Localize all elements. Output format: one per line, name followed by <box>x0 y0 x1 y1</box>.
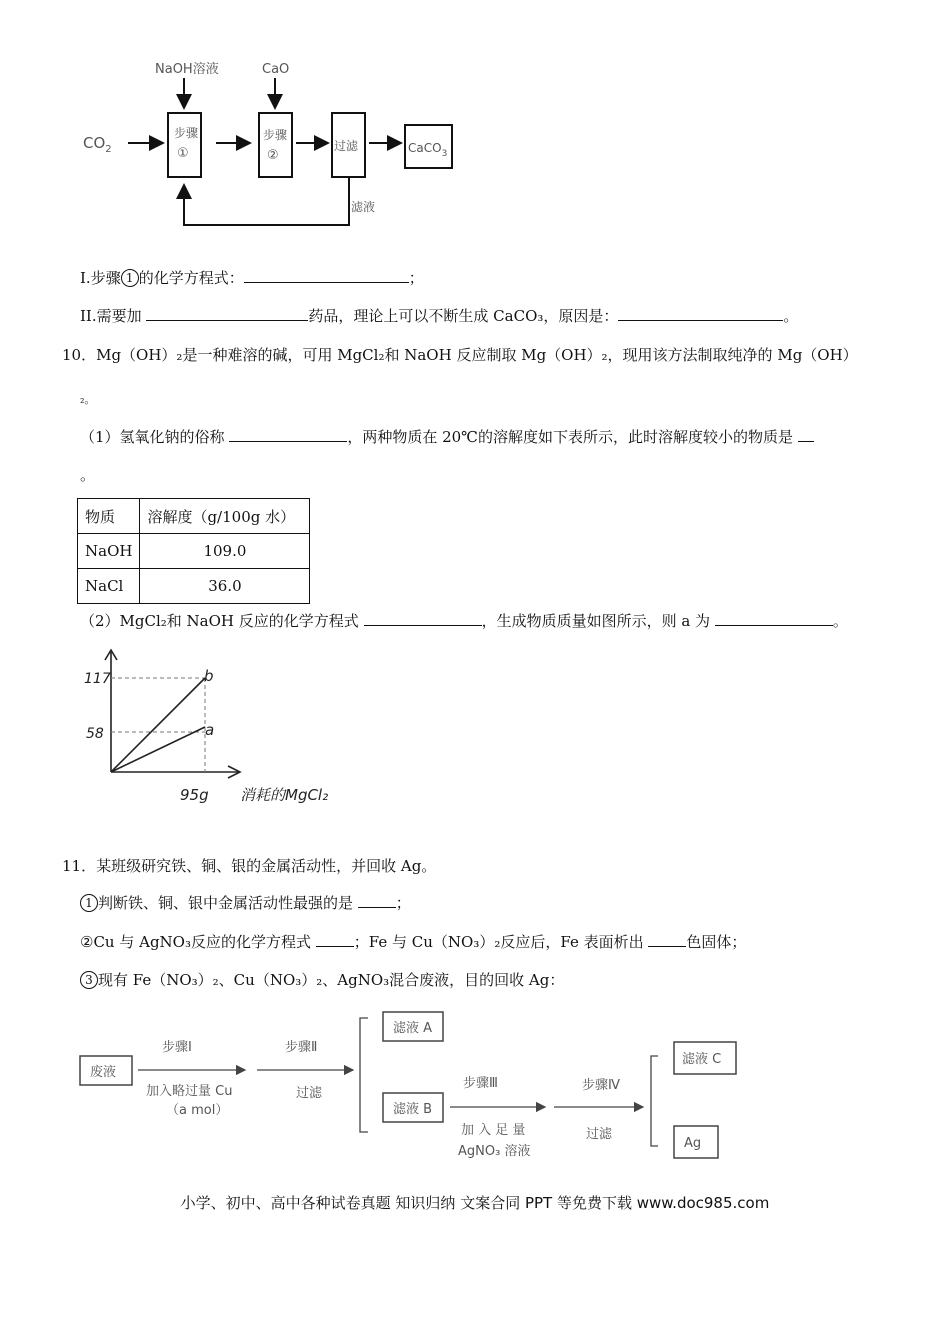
step2-label: 步骤 <box>263 128 288 142</box>
page-footer: 小学、初中、高中各种试卷真题 知识归纳 文案合同 PPT 等免费下载 www.doc985.com <box>180 1194 770 1212</box>
q10-part1-end: 。 <box>80 466 96 484</box>
step3-label: 步骤Ⅲ <box>463 1076 498 1091</box>
answer-blank[interactable] <box>618 306 783 321</box>
step4-note: 过滤 <box>586 1127 613 1142</box>
q11-part2: ②Cu 与 AgNO₃反应的化学方程式 ；Fe 与 Cu（NO₃）₂反应后，Fe 表面析出 色固体； <box>80 933 747 951</box>
cao-input-label: CaO <box>262 62 290 77</box>
step1-label: 步骤 <box>174 126 199 140</box>
table-cell: 36.0 <box>140 569 310 604</box>
y-tick-58: 58 <box>86 726 104 742</box>
filtrate-label: 滤液 <box>351 200 376 214</box>
step4-label: 步骤Ⅳ <box>582 1078 620 1093</box>
step1-label: 步骤Ⅰ <box>162 1040 192 1055</box>
table-row <box>78 534 310 569</box>
line-a <box>111 727 205 772</box>
answer-blank[interactable] <box>358 893 396 908</box>
solubility-table <box>77 498 310 604</box>
q11-part1: 1 判断铁、铜、银中金属活动性最强的是 ； <box>80 893 411 913</box>
naoh-input-label: NaOH溶液 <box>155 62 219 77</box>
step2-note: 过滤 <box>296 1086 323 1101</box>
q10-intro-cont: ₂。 <box>80 393 96 406</box>
table-header: 物质 <box>78 499 140 534</box>
line-a-label: a <box>205 721 215 739</box>
answer-blank[interactable] <box>229 427 347 442</box>
answer-blank[interactable] <box>715 611 833 626</box>
table-cell: NaCl <box>78 569 140 604</box>
answer-blank[interactable] <box>648 932 686 947</box>
process-diagram-1 <box>70 50 490 260</box>
answer-blank[interactable] <box>146 306 308 321</box>
filtrate-c-label: 滤液 C <box>682 1052 722 1067</box>
step2-box <box>259 113 292 177</box>
waste-label: 废液 <box>90 1065 117 1080</box>
circled-number-3: 3 <box>80 971 98 989</box>
step1-box <box>168 113 201 177</box>
line-b <box>111 678 205 772</box>
answer-blank[interactable] <box>316 932 354 947</box>
caco3-label: CaCO$_3$ <box>408 141 448 159</box>
step1-amount: （a mol） <box>166 1103 229 1118</box>
step1-note: 加入略过量 Cu <box>146 1084 233 1099</box>
step3-reagent: AgNO₃ 溶液 <box>458 1144 531 1159</box>
table-cell: 109.0 <box>140 534 310 569</box>
table-header-row <box>78 499 310 534</box>
table-header: 溶解度（g/100g 水） <box>140 499 310 534</box>
filtrate-b-label: 滤液 B <box>393 1102 433 1117</box>
x-tick-95g: 95g <box>180 786 209 804</box>
co2-label: $CO_2$ <box>83 134 112 155</box>
y-tick-117: 117 <box>84 671 111 687</box>
filtrate-a-label: 滤液 A <box>393 1021 433 1036</box>
q10-intro: 10．Mg（OH）₂是一种难溶的碱，可用 MgCl₂和 NaOH 反应制取 Mg（OH）₂，现用该方法制取纯净的 Mg（OH） <box>62 346 858 364</box>
q10-part2: （2）MgCl₂和 NaOH 反应的化学方程式 ，生成物质质量如图所示，则 a 为 。 <box>80 612 848 630</box>
q11-intro: 11．某班级研究铁、铜、银的金属活动性，并回收 Ag。 <box>62 857 437 875</box>
circled-number-1: 1 <box>80 894 98 912</box>
step3-note: 加 入 足 量 <box>461 1123 526 1138</box>
filter-label: 过滤 <box>334 139 359 153</box>
circled-number-1: 1 <box>121 269 139 287</box>
table-cell: NaOH <box>78 534 140 569</box>
step2-number: ② <box>267 148 279 163</box>
answer-blank[interactable] <box>364 611 482 626</box>
line-b-label: b <box>204 667 214 685</box>
q11-part3: 3 现有 Fe（NO₃）₂、Cu（NO₃）₂、AgNO₃混合废液，目的回收 Ag： <box>80 970 564 990</box>
answer-blank[interactable] <box>798 427 814 442</box>
answer-blank[interactable] <box>244 268 409 283</box>
q9-part2: II.需要加 药品，理论上可以不断生成 CaCO₃，原因是： 。 <box>80 307 799 325</box>
ag-label: Ag <box>684 1136 702 1151</box>
step2-label: 步骤Ⅱ <box>285 1040 318 1055</box>
x-axis-label: 消耗的MgCl₂ <box>240 786 329 804</box>
step1-number: ① <box>177 146 189 161</box>
q9-part1: I.步骤 1 的化学方程式： ； <box>80 269 424 287</box>
recovery-flowchart <box>70 1005 760 1170</box>
q10-part1: （1）氢氧化钠的俗称 ，两种物质在 20℃的溶解度如下表所示，此时溶解度较小的物质是 <box>80 427 814 447</box>
mass-graph <box>80 640 360 820</box>
table-row <box>78 569 310 604</box>
